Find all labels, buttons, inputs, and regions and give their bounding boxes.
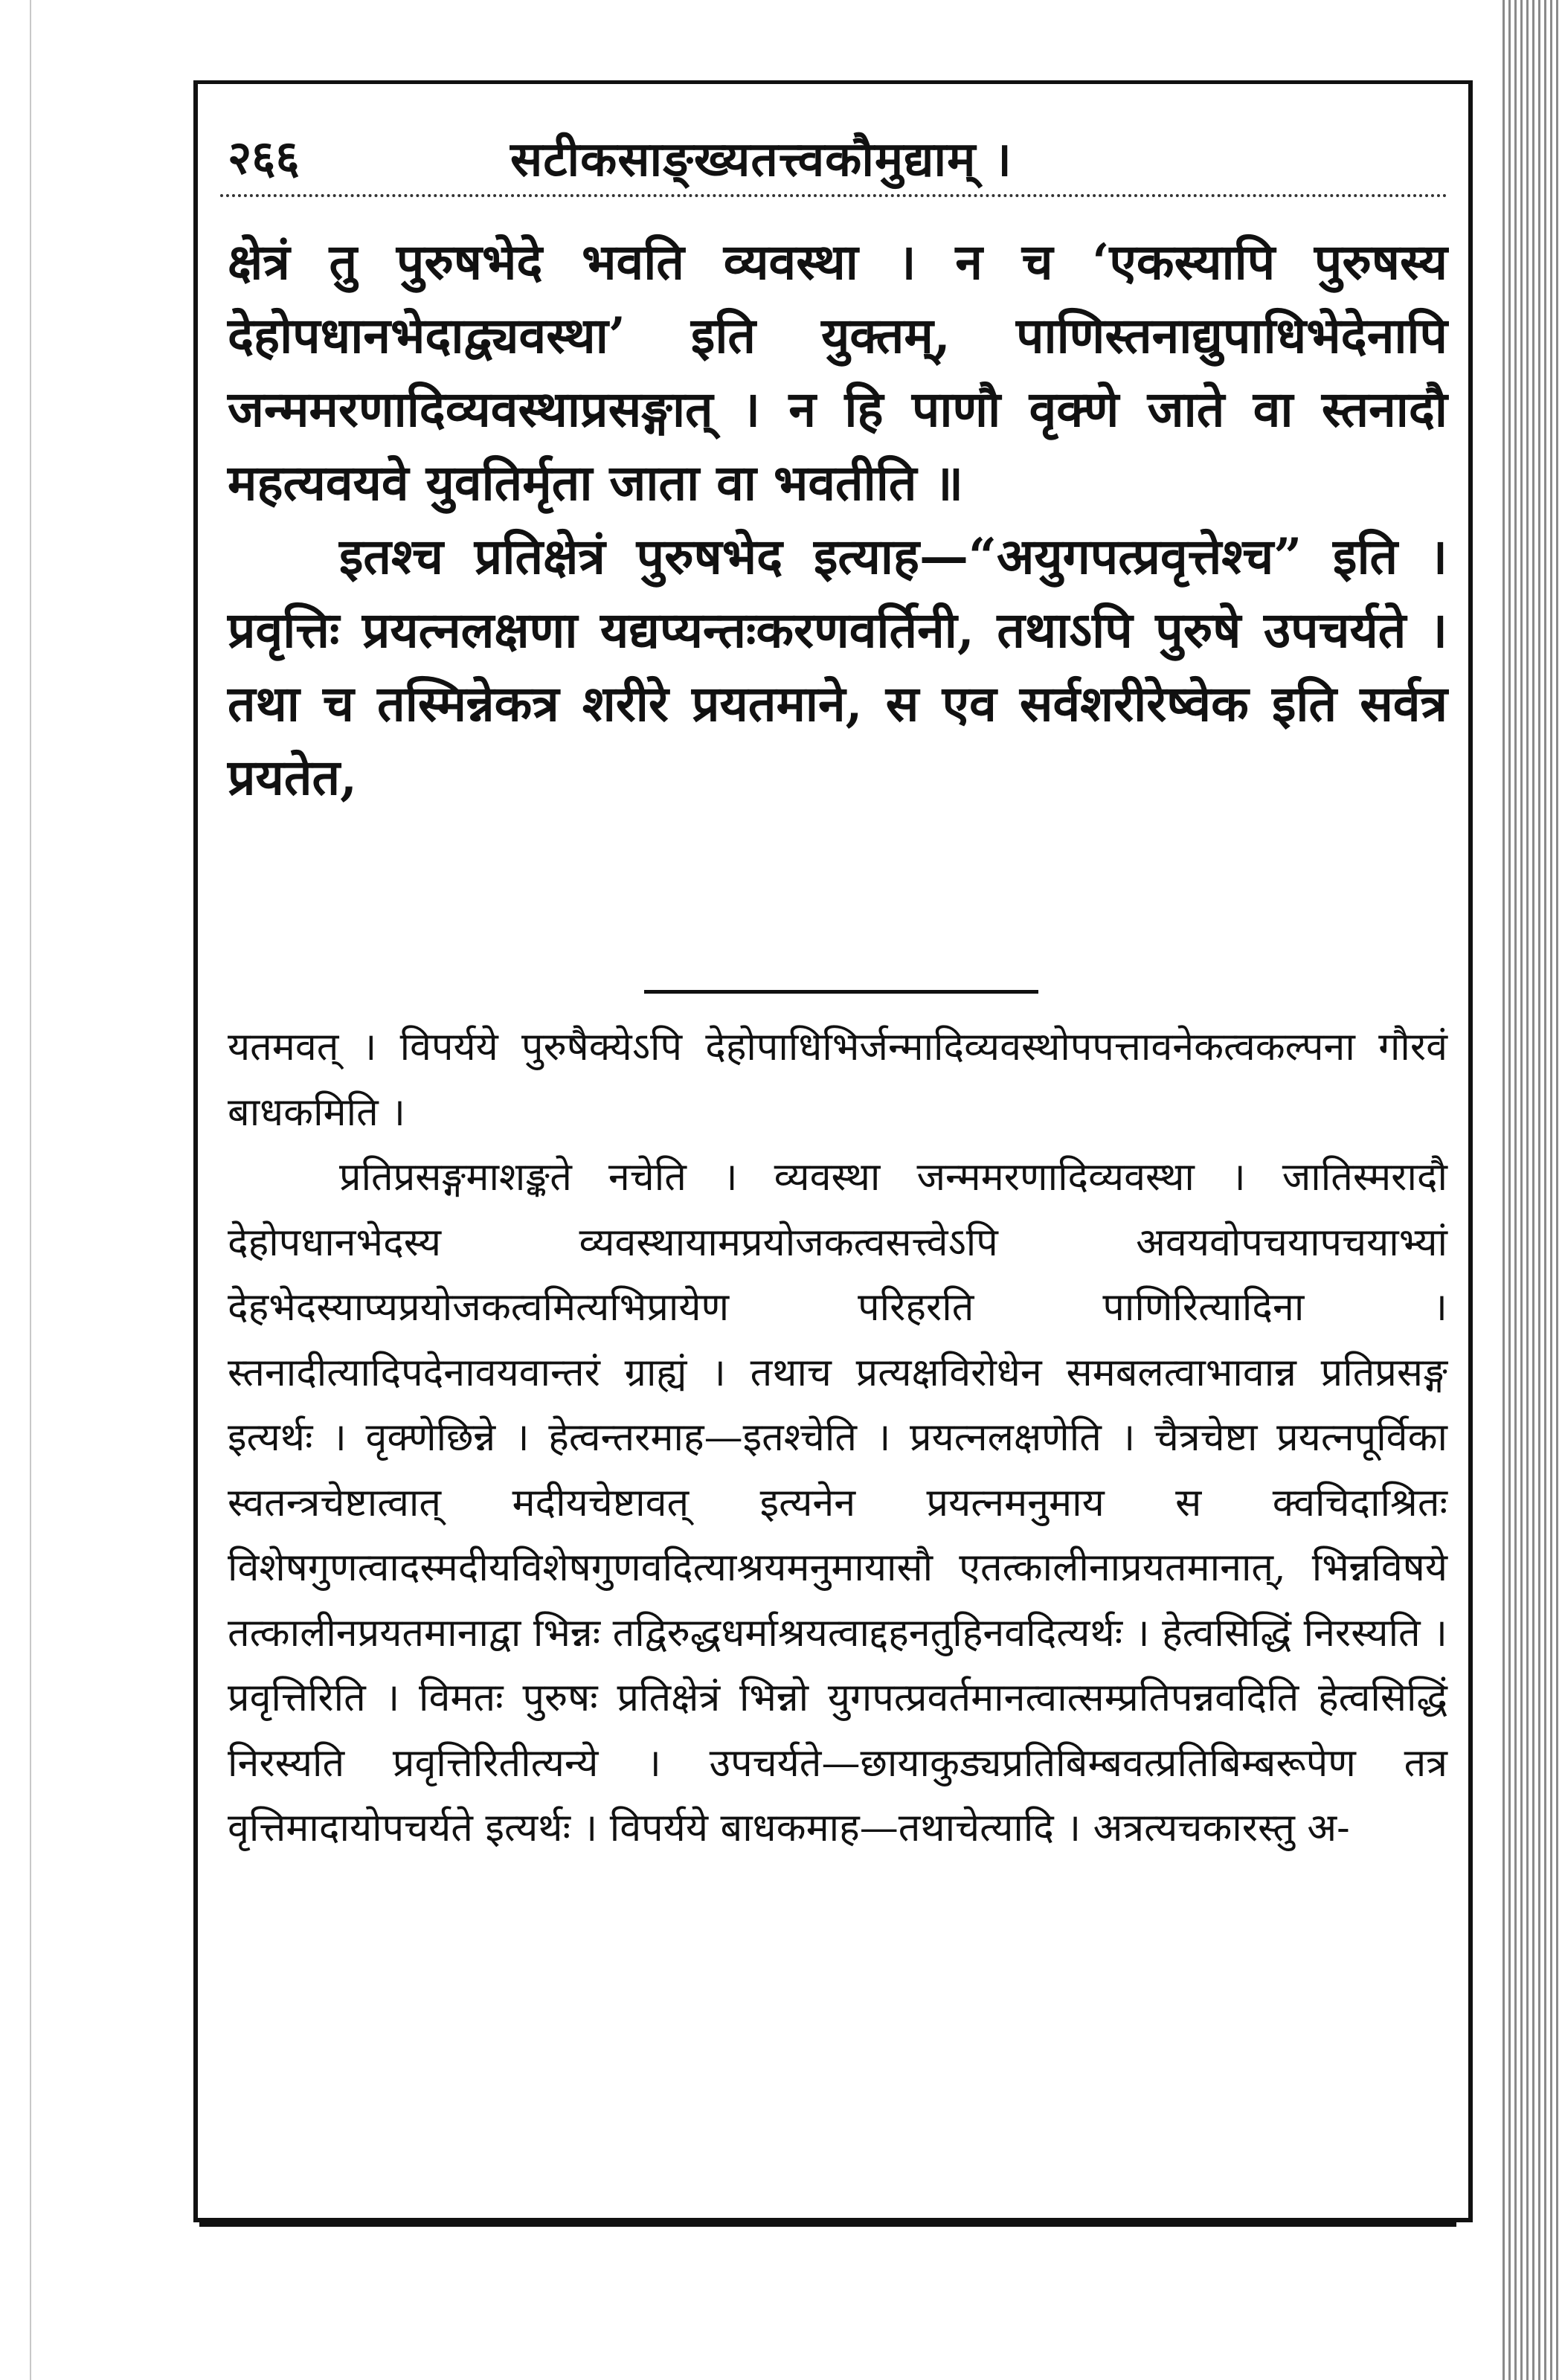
commentary-paragraph: यतमवत् । विपर्यये पुरुषैक्येऽपि देहोपाधिभिर्जन्मादिव्यवस्थोपपत्तावनेकत्वकल्पना गौरवं बाधकमिति । <box>228 1025 1447 1135</box>
commentary-text <box>228 1015 1447 1862</box>
running-title: सटीकसाङ्ख्यतत्त्वकौमुद्याम् । <box>510 132 1012 187</box>
bottom-rule <box>199 2222 1456 2227</box>
commentary-paragraph: प्रतिप्रसङ्गमाशङ्कते नचेति । व्यवस्था जन्ममरणादिव्यवस्था । जातिस्मरादौ देहोपधानभेदस्य व्यवस्थायामप्रयोजकत्वसत्त्वेऽपि अवयवोपचयापचयाभ्यां देहभेदस्याप्यप्रयोजकत्वमित्यभिप्रायेण परिहरति पाणिरित्यादिना । स्तनादीत्यादिपदेनावयवान्तरं ग्राह्यं । तथाच प्रत्यक्षविरोधेन समबलत्वाभावान्न प्रतिप्रसङ्ग इत्यर्थः । वृक्णेछिन्ने । हेत्वन्तरमाह—इतश्चेति । प्रयत्नलक्षणेति । चैत्रचेष्टा प्रयत्नपूर्विका स्वतन्त्रचेष्टात्वात् मदीयचेष्टावत् इत्यनेन प्रयत्नमनुमाय स क्वचिदाश्रितः विशेषगुणत्वादस्मदीयविशेषगुणवदित्याश्रयमनुमायासौ एतत्कालीनाप्रयतमानात्, भिन्नविषये तत्कालीनप्रयतमानाद्वा भिन्नः तद्विरुद्धधर्माश्रयत्वाद्दहनतुहिनवदित्यर्थः । हेत्वसिद्धिं निरस्यति । प्रवृत्तिरिति । विमतः पुरुषः प्रतिक्षेत्रं भिन्नो युगपत्प्रवर्तमानत्वात्सम्प्रतिपन्नवदिति हेत्वसिद्धिं निरस्यति प्रवृत्तिरितीत्यन्ये । उपचर्यते—छायाकुड्यप्रतिबिम्बवत्प्रतिबिम्बरूपेण तत्र वृत्तिमादायोपचर्यते इत्यर्थः । विपर्यये बाधकमाह—तथाचेत्यादि । अत्रत्यचकारस्तु अ- <box>228 1155 1447 1850</box>
page-frame <box>193 80 1473 2222</box>
main-text <box>228 225 1447 814</box>
page-header <box>220 118 1410 199</box>
main-paragraph: इतश्च प्रतिक्षेत्रं पुरुषभेद इत्याह—“अयुगपत्प्रवृत्तेश्च” इति । प्रवृत्तिः प्रयत्नलक्षणा यद्यप्यन्तःकरणवर्तिनी, तथाऽपि पुरुषे उपचर्यते । तथा च तस्मिन्नेकत्र शरीरे प्रयतमाने, स एव सर्वशरीरेष्वेक इति सर्वत्र प्रयतेत, <box>228 527 1447 806</box>
main-paragraph: क्षेत्रं तु पुरुषभेदे भवति व्यवस्था । न च ‘एकस्यापि पुरुषस्य देहोपधानभेदाद्व्यवस्था’ इति युक्तम्, पाणिस्तनाद्युपाधिभेदेनापि जन्ममरणादिव्यवस्थाप्रसङ्गात् । न हि पाणौ वृक्णे जाते वा स्तनादौ महत्यवयवे युवतिर्मृता जाता वा भवतीति ॥ <box>228 233 1447 512</box>
book-page-edges <box>1502 0 1562 2380</box>
scan-gutter-line <box>30 0 31 2380</box>
section-separator <box>644 990 1038 994</box>
header-rule <box>220 194 1447 197</box>
page-number: २६६ <box>228 130 300 184</box>
